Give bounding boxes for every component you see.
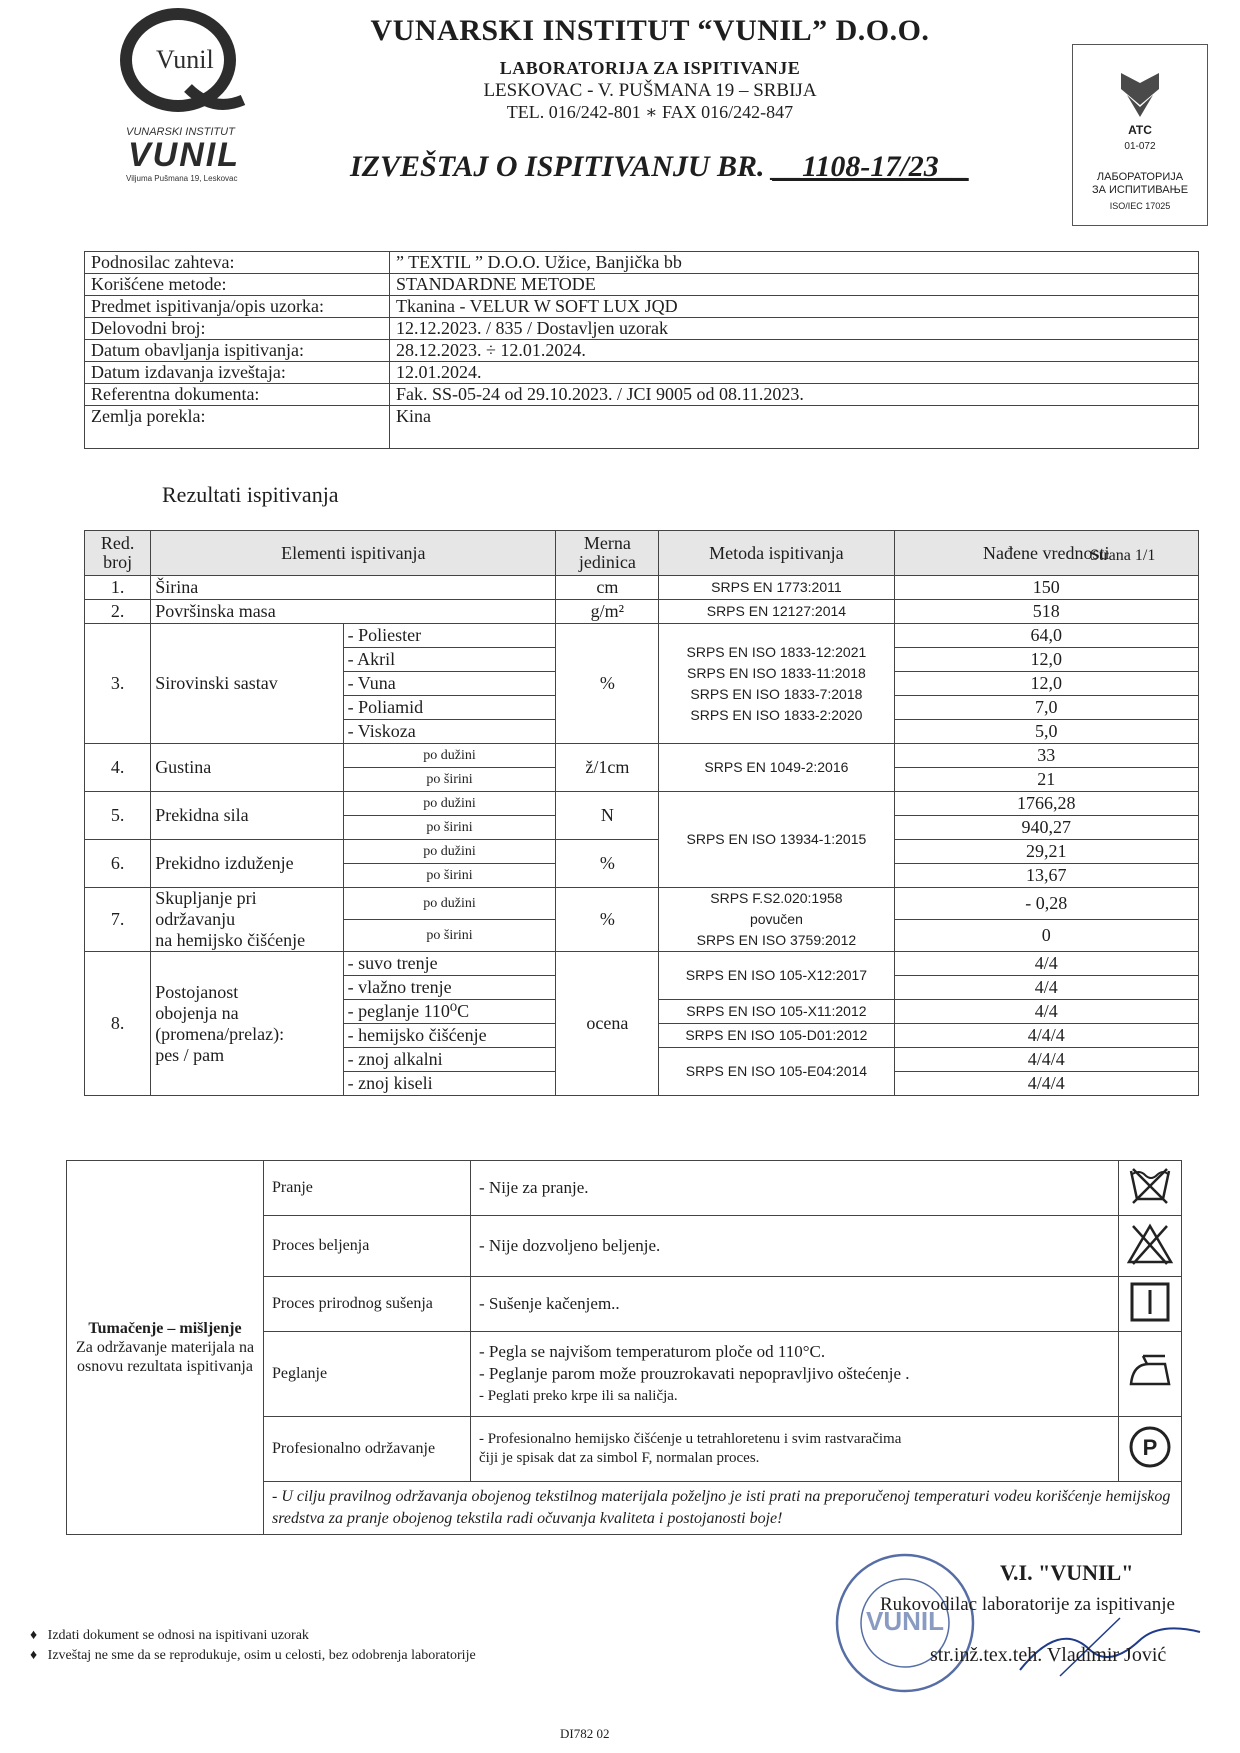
row-number: 1.	[85, 576, 151, 600]
sub-element: po dužini	[343, 792, 556, 816]
signer-organization: V.I. "VUNIL"	[1000, 1560, 1134, 1585]
row-unit: ž/1cm	[556, 744, 659, 792]
row-method: SRPS EN ISO 105-D01:2012	[659, 1024, 894, 1048]
sub-element: - suvo trenje	[343, 952, 556, 976]
info-row	[85, 252, 1199, 274]
bullet-icon: ♦	[30, 1628, 48, 1643]
row-element: Prekidna sila	[151, 792, 343, 840]
info-value: 12.12.2023. / 835 / Dostavljen uzorak	[390, 318, 1199, 340]
info-value: 12.01.2024.	[390, 362, 1199, 384]
header-no: Red. broj	[85, 531, 151, 576]
row-number: 5.	[85, 792, 151, 840]
info-label: Datum izdavanja izveštaja:	[85, 362, 390, 384]
atc-label	[1073, 171, 1207, 197]
table-row	[85, 600, 1199, 624]
info-value: Tkanina - VELUR W SOFT LUX JQD	[390, 296, 1199, 318]
svg-text:Vunil: Vunil	[156, 45, 214, 74]
institute-logo	[118, 8, 268, 183]
row-value: 4/4	[894, 976, 1198, 1000]
logo-institute-label: VUNARSKI INSTITUT	[126, 126, 235, 138]
info-value: Fak. SS-05-24 od 29.10.2023. / JCI 9005 od 08.11.2023.	[390, 384, 1199, 406]
care-text: - Nije dozvoljeno beljenje.	[471, 1216, 1119, 1277]
row-element: Prekidno izduženje	[151, 840, 343, 888]
sub-element: - peglanje 110⁰C	[343, 1000, 556, 1024]
care-icon-cell	[1119, 1417, 1182, 1482]
header-element: Elementi ispitivanja	[151, 531, 556, 576]
row-element: Površinska masa	[151, 600, 556, 624]
care-category: Profesionalno održavanje	[264, 1417, 471, 1482]
line-dry-icon	[1128, 1280, 1172, 1324]
sub-element: po širini	[343, 920, 556, 952]
row-unit: %	[556, 624, 659, 744]
info-label: Zemlja porekla:	[85, 406, 390, 449]
lab-title: LABORATORIJA ZA ISPITIVANJE	[499, 58, 801, 78]
row-method	[659, 888, 894, 952]
atc-id: 01-072	[1124, 141, 1156, 152]
row-element: Gustina	[151, 744, 343, 792]
sub-element: po širini	[343, 864, 556, 888]
row-number: 4.	[85, 744, 151, 792]
sub-element: - hemijsko čišćenje	[343, 1024, 556, 1048]
info-label: Korišćene metode:	[85, 274, 390, 296]
care-icon-cell	[1119, 1332, 1182, 1417]
method-line: SRPS F.S2.020:1958	[710, 890, 843, 906]
info-label: Referentna dokumenta:	[85, 384, 390, 406]
row-number: 3.	[85, 624, 151, 744]
care-note: - U cilju pravilnog održavanja obojenog tekstilnog materijala poželjno je isti prati na preporučenoj temperaturi vodeu korišćenje hemijskog sredstva za pranje obojenog tekstila radi očuvanja kvaliteta i postojanosti boje!	[264, 1482, 1182, 1535]
sub-element: po dužini	[343, 744, 556, 768]
atc-code: ATC	[1128, 123, 1152, 137]
row-value: 5,0	[894, 720, 1198, 744]
row-element: Sirovinski sastav	[151, 624, 343, 744]
table-row	[85, 888, 1199, 920]
method-line: SRPS EN ISO 1833-11:2018	[687, 664, 866, 681]
care-category: Proces prirodnog sušenja	[264, 1277, 471, 1332]
row-number: 2.	[85, 600, 151, 624]
footer-note	[30, 1628, 309, 1644]
row-number: 6.	[85, 840, 151, 888]
footer-note-text: Izveštaj ne sme da se reprodukuje, osim u celosti, bez odobrenja laboratorije	[47, 1648, 476, 1663]
table-row	[85, 952, 1199, 976]
care-row	[67, 1161, 1182, 1216]
row-value: 64,0	[894, 624, 1198, 648]
institute-phone: TEL. 016/242-801 ∗ FAX 016/242-847	[506, 102, 794, 122]
sub-element: - Poliamid	[343, 696, 556, 720]
info-value: 28.12.2023. ÷ 12.01.2024.	[390, 340, 1199, 362]
row-method: SRPS EN ISO 105-E04:2014	[659, 1048, 894, 1096]
report-info-table	[84, 251, 1199, 449]
report-title	[350, 150, 969, 184]
info-value: Kina	[390, 406, 1199, 449]
row-value: 150	[894, 576, 1198, 600]
care-text-line: - Peglanje parom može prouzrokavati nepopravljivo oštećenje .	[479, 1364, 910, 1383]
row-unit: N	[556, 792, 659, 840]
row-unit: g/m²	[556, 600, 659, 624]
accreditation-badge	[1072, 44, 1208, 226]
table-row	[85, 792, 1199, 816]
institute-stamp	[830, 1548, 980, 1698]
row-method: SRPS EN 1049-2:2016	[659, 744, 894, 792]
care-text	[471, 1332, 1119, 1417]
sub-element: - vlažno trenje	[343, 976, 556, 1000]
row-value: 4/4/4	[894, 1048, 1198, 1072]
atc-mark-icon	[1113, 59, 1167, 119]
results-title: Rezultati ispitivanja	[162, 482, 339, 507]
results-table	[84, 530, 1199, 1096]
sub-element: - Viskoza	[343, 720, 556, 744]
row-element-line: na hemijsko čišćenje	[155, 930, 306, 950]
sub-element: - znoj alkalni	[343, 1048, 556, 1072]
row-unit: cm	[556, 576, 659, 600]
row-value: - 0,28	[894, 888, 1198, 920]
table-row	[85, 744, 1199, 768]
care-text	[471, 1417, 1119, 1482]
row-element-line: Postojanost	[155, 981, 239, 1002]
care-text-line: - Peglati preko krpe ili sa naličja.	[479, 1388, 678, 1404]
care-text-line: - Profesionalno hemijsko čišćenje u tetrahloretenu i svim rastvaračima	[479, 1431, 902, 1447]
row-value: 21	[894, 768, 1198, 792]
professional-clean-icon	[1127, 1424, 1173, 1470]
sub-element: - Poliester	[343, 624, 556, 648]
bullet-icon: ♦	[30, 1648, 48, 1663]
document-id: DI782 02	[560, 1726, 610, 1741]
header-unit: Merna jedinica	[556, 531, 659, 576]
row-value: 29,21	[894, 840, 1198, 864]
row-method: SRPS EN ISO 105-X12:2017	[659, 952, 894, 1000]
row-method: SRPS EN ISO 105-X11:2012	[659, 1000, 894, 1024]
row-method: SRPS EN 12127:2014	[659, 600, 894, 624]
row-unit: ocena	[556, 952, 659, 1096]
sub-element: po dužini	[343, 840, 556, 864]
row-value: 33	[894, 744, 1198, 768]
row-element-line: pes / pam	[155, 1044, 225, 1065]
iron-icon	[1125, 1352, 1175, 1392]
signer-role: Rukovodilac laboratorije za ispitivanje	[880, 1594, 1175, 1615]
method-line: povučen	[749, 911, 803, 927]
row-method: SRPS EN 1773:2011	[659, 576, 894, 600]
institute-title: VUNARSKI INSTITUT “VUNIL” D.O.O.	[370, 14, 930, 47]
info-value: ” TEXTIL ” D.O.O. Užice, Banjička bb	[390, 252, 1199, 274]
care-text-line: čiji je spisak dat za simbol F, normalan proces.	[479, 1450, 760, 1466]
results-header-row	[85, 531, 1199, 576]
row-value: 0	[894, 920, 1198, 952]
care-icon-cell	[1119, 1277, 1182, 1332]
q-logo-icon	[118, 8, 248, 120]
care-text-line: - Pegla se najvišom temperaturom ploče od 110°C.	[479, 1342, 826, 1361]
sub-element: po širini	[343, 816, 556, 840]
info-value: STANDARDNE METODE	[390, 274, 1199, 296]
interpretation-title: Tumačenje – mišljenje	[88, 1320, 242, 1337]
row-number: 7.	[85, 888, 151, 952]
row-element-line: obojenja na	[155, 1002, 239, 1023]
atc-label-line1: ЛАБОРАТОРИЈА	[1096, 171, 1184, 183]
table-row	[85, 624, 1199, 648]
care-icon-cell	[1119, 1216, 1182, 1277]
institute-address: LESKOVAC - V. PUŠMANA 19 – SRBIJA	[483, 80, 817, 101]
footer-note-text: Izdati dokument se odnosi na ispitivani uzorak	[47, 1628, 309, 1643]
signer-name: str.inž.tex.teh. Vladimir Jović	[930, 1644, 1167, 1666]
logo-brand: VUNIL	[128, 136, 240, 174]
info-label: Predmet ispitivanja/opis uzorka:	[85, 296, 390, 318]
care-category: Proces beljenja	[264, 1216, 471, 1277]
row-value: 4/4	[894, 952, 1198, 976]
info-row	[85, 274, 1199, 296]
sub-element: - znoj kiseli	[343, 1072, 556, 1096]
row-value: 12,0	[894, 672, 1198, 696]
info-label: Datum obavljanja ispitivanja:	[85, 340, 390, 362]
report-number: __1108-17/23__	[772, 150, 969, 183]
no-bleach-icon	[1125, 1222, 1175, 1266]
care-category: Peglanje	[264, 1332, 471, 1417]
interpretation-side	[67, 1161, 264, 1535]
row-value: 7,0	[894, 696, 1198, 720]
row-value: 518	[894, 600, 1198, 624]
method-line: SRPS EN ISO 1833-7:2018	[690, 685, 863, 702]
sub-element: po dužini	[343, 888, 556, 920]
row-number: 8.	[85, 952, 151, 1096]
no-wash-icon	[1127, 1165, 1173, 1207]
row-element: Širina	[151, 576, 556, 600]
page-number: Strana 1/1	[1090, 547, 1156, 564]
row-value: 4/4/4	[894, 1024, 1198, 1048]
table-row	[85, 840, 1199, 864]
info-row	[85, 296, 1199, 318]
atc-standard: ISO/IEC 17025	[1109, 201, 1171, 211]
row-element-line: (promena/prelaz):	[155, 1023, 285, 1044]
care-category: Pranje	[264, 1161, 471, 1216]
method-line: SRPS EN ISO 1833-12:2021	[686, 643, 867, 660]
footer-note	[30, 1648, 476, 1664]
info-label: Delovodni broj:	[85, 318, 390, 340]
row-value: 13,67	[894, 864, 1198, 888]
row-value: 4/4	[894, 1000, 1198, 1024]
header-method: Metoda ispitivanja	[659, 531, 894, 576]
info-row	[85, 406, 1199, 449]
interpretation-table	[66, 1160, 1182, 1535]
row-element	[151, 952, 343, 1096]
care-text: - Nije za pranje.	[471, 1161, 1119, 1216]
info-label: Podnosilac zahteva:	[85, 252, 390, 274]
method-line: SRPS EN ISO 1833-2:2020	[690, 706, 863, 723]
info-row	[85, 384, 1199, 406]
header-value: Nađene vrednosti	[894, 531, 1198, 576]
svg-text:P: P	[1142, 1434, 1158, 1460]
method-line: SRPS EN ISO 3759:2012	[696, 932, 857, 948]
atc-label-line2: ЗА ИСПИТИВАЊЕ	[1091, 184, 1189, 196]
row-value: 4/4/4	[894, 1072, 1198, 1096]
sub-element: po širini	[343, 768, 556, 792]
sub-element: - Akril	[343, 648, 556, 672]
care-icon-cell	[1119, 1161, 1182, 1216]
care-text: - Sušenje kačenjem..	[471, 1277, 1119, 1332]
info-row	[85, 362, 1199, 384]
table-row	[85, 576, 1199, 600]
info-row	[85, 318, 1199, 340]
interpretation-subtitle: Za održavanje materijala na osnovu rezultata ispitivanja	[75, 1339, 255, 1375]
row-element	[151, 888, 343, 952]
row-value: 940,27	[894, 816, 1198, 840]
row-unit: %	[556, 840, 659, 888]
row-value: 12,0	[894, 648, 1198, 672]
logo-address: Viljuma Pušmana 19, Leskovac	[126, 174, 238, 183]
report-prefix: IZVEŠTAJ O ISPITIVANJU BR.	[350, 150, 765, 183]
row-method	[659, 624, 894, 744]
info-row	[85, 340, 1199, 362]
row-unit: %	[556, 888, 659, 952]
svg-text:VUNIL: VUNIL	[866, 1606, 944, 1636]
row-value: 1766,28	[894, 792, 1198, 816]
row-method: SRPS EN ISO 13934-1:2015	[659, 792, 894, 888]
row-element-line: Skupljanje pri održavanju	[155, 888, 257, 929]
sub-element: - Vuna	[343, 672, 556, 696]
